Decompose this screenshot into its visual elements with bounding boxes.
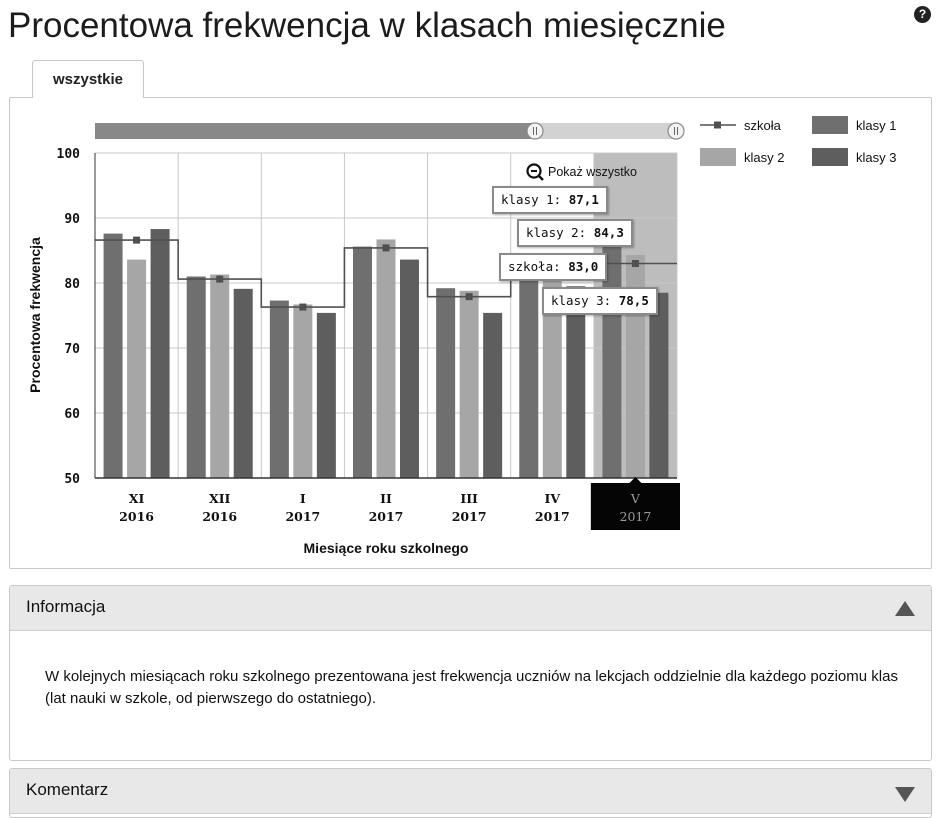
page-title: Procentowa frekwencja w klasach miesięcznie [8,6,726,45]
x-tick-year: 2017 [534,509,570,524]
x-tick-month: III [460,491,478,506]
legend-label-szkoła[interactable]: szkoła [744,118,781,133]
school-marker-3 [383,244,390,251]
show-all-button[interactable] [528,165,637,181]
bar-klasy-3-1 [234,289,253,478]
bar-klasy-2-4 [460,291,479,478]
range-handle-2[interactable] [668,123,684,139]
y-tick-label: 90 [64,212,80,227]
x-tick-month: XI [128,491,145,506]
bar-klasy-3-2 [317,313,336,478]
legend-swatch-klasy-2 [700,148,736,166]
comment-header[interactable] [10,769,931,814]
tooltip-klasy-2: klasy 2: 84,3 [517,219,633,247]
y-tick-label: 80 [64,277,80,292]
bar-klasy-3-3 [400,260,419,478]
tooltip-klasy-3: klasy 3: 78,5 [542,287,658,315]
bar-klasy-2-0 [127,260,146,478]
help-icon[interactable]: ? [914,6,931,23]
legend-label-klasy-3[interactable]: klasy 3 [856,150,897,165]
tab-wszystkie[interactable]: wszystkie [32,60,144,98]
x-tick-year: 2017 [285,509,321,524]
legend-marker-szkoła [714,122,721,129]
bar-klasy-3-4 [483,313,502,478]
bar-klasy-3-6 [649,293,668,478]
x-tick-month: XII [209,491,231,506]
bar-klasy-3-0 [151,229,170,478]
info-title: Informacja [26,597,106,616]
school-marker-2 [299,304,306,311]
bar-klasy-1-5 [519,266,538,478]
range-selected[interactable] [95,123,535,139]
school-marker-4 [466,293,473,300]
bar-klasy-2-3 [377,239,396,478]
x-tick-year: 2016 [202,509,238,524]
x-tick-month: II [380,491,392,506]
legend-swatch-klasy-3 [812,148,848,166]
x-tick-month: IV [544,491,561,506]
range-handle-1[interactable] [527,123,543,139]
show-all-label[interactable]: Pokaż wszystko [548,165,637,179]
y-axis-title: Procentowa frekwencja [27,237,43,393]
range-selector[interactable] [95,123,684,139]
info-header[interactable] [10,586,931,631]
legend-label-klasy-2[interactable]: klasy 2 [744,150,785,165]
y-tick-label: 60 [64,407,80,422]
bar-klasy-1-1 [187,277,206,479]
collapse-up-icon[interactable] [895,601,915,616]
x-axis-title: Miesiące roku szkolnego [303,540,469,556]
info-text: W kolejnych miesiącach roku szkolnego prezentowana jest frekwencja uczniów na lekcjach oddzielnie dla każdego poziomu klas (lat nauki w szkole, od pierwszego do ostatniego). [45,668,898,707]
x-tick-year: 2017 [619,509,652,524]
school-marker-6 [632,260,639,267]
x-tick-year: 2016 [119,509,154,524]
school-marker-1 [216,276,223,283]
tooltip-klasy-1: klasy 1: 87,1 [492,186,608,214]
comment-title: Komentarz [26,780,109,799]
bar-klasy-1-3 [353,247,372,478]
bar-klasy-1-4 [436,288,455,478]
bar-klasy-2-1 [210,275,229,478]
legend-swatch-klasy-1 [812,116,848,134]
legend-label-klasy-1[interactable]: klasy 1 [856,118,897,133]
school-marker-0 [133,237,140,244]
chart-legend[interactable] [700,116,896,166]
x-tick-year: 2017 [451,509,487,524]
expand-down-icon[interactable] [895,787,915,802]
zoom-out-icon-handle [539,176,543,180]
y-tick-label: 100 [56,147,80,162]
bar-klasy-3-5 [566,286,585,478]
x-tick-year: 2017 [368,509,404,524]
y-tick-label: 50 [64,472,80,487]
x-tick-month: I [299,491,306,506]
y-tick-label: 70 [64,342,80,357]
bar-klasy-1-2 [270,301,289,478]
tooltip-szkola: szkoła: 83,0 [499,253,607,281]
bar-klasy-1-0 [104,234,123,478]
bar-klasy-2-2 [293,304,312,478]
x-tick-month: V [630,491,640,506]
